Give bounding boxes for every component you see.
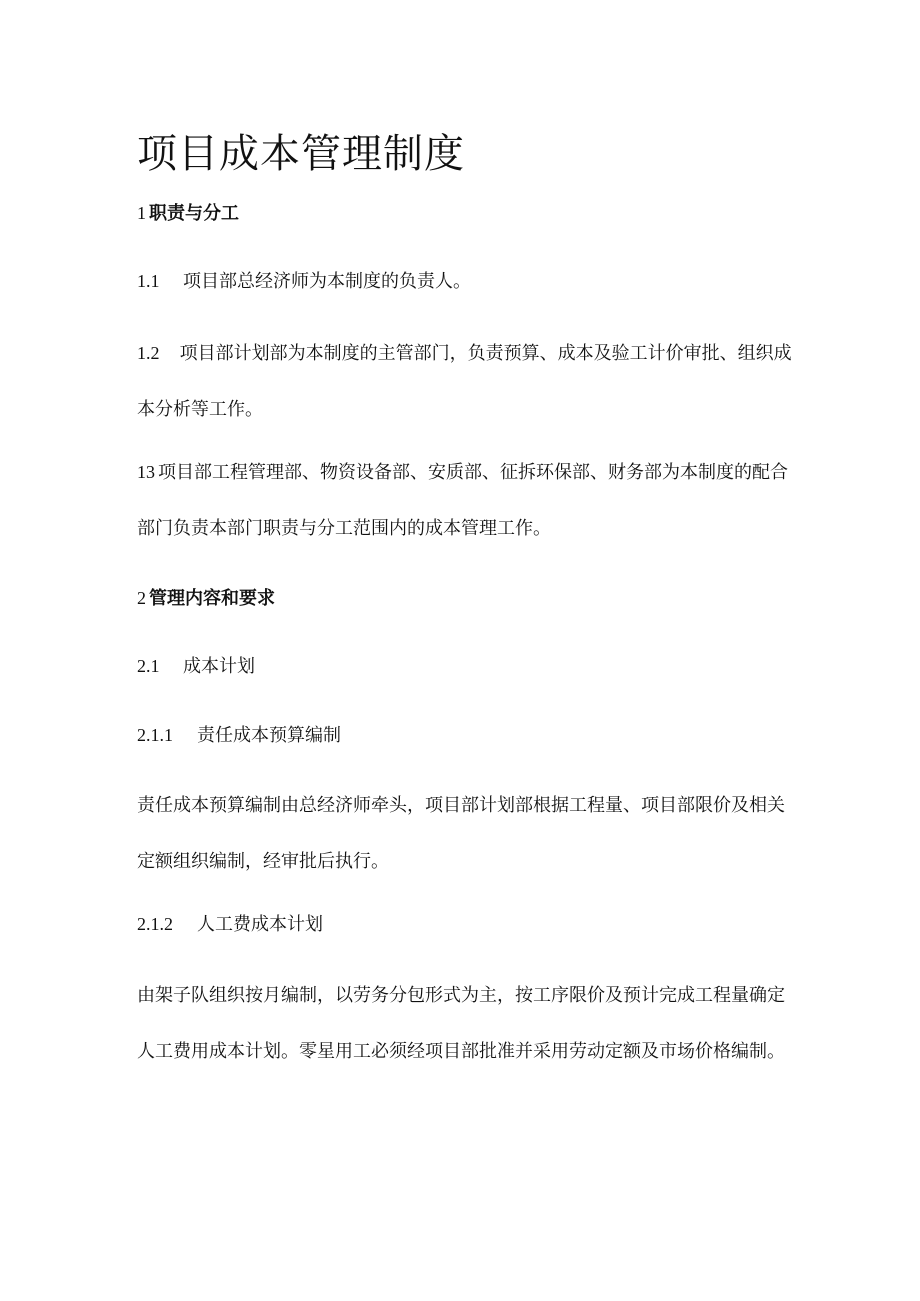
item-2-1-2-heading (137, 911, 323, 938)
item-2-1-1-heading (137, 722, 341, 749)
item-2-1-2-number: 2.1.2 (137, 914, 173, 934)
section-1-title: 职责与分工 (149, 203, 239, 224)
item-2-1-1-number: 2.1.1 (137, 725, 173, 745)
item-2-1-1-title: 责任成本预算编制 (197, 725, 341, 746)
item-1-2 (137, 325, 797, 438)
section-2-number: 2 (137, 588, 146, 608)
item-1-1-text: 项目部总经济师为本制度的负责人。 (183, 271, 471, 292)
item-2-1-1-body: 责任成本预算编制由总经济师牵头，项目部计划部根据工程量、项目部限价及相关定额组织编制，经审批后执行。 (137, 795, 785, 872)
subsection-2-1 (137, 653, 255, 680)
item-1-2-text: 项目部计划部为本制度的主管部门，负责预算、成本及验工计价审批、组织成本分析等工作。 (137, 343, 792, 420)
section-1-number: 1 (137, 203, 146, 223)
item-1-3-text: 项目部工程管理部、物资设备部、安质部、征拆环保部、财务部为本制度的配合部门负责本部门职责与分工范围内的成本管理工作。 (137, 462, 788, 539)
item-2-1-2-title: 人工费成本计划 (197, 914, 323, 935)
item-1-3 (137, 444, 797, 557)
item-2-1-2-body: 由架子队组织按月编制，以劳务分包形式为主，按工序限价及预计完成工程量确定人工费用成本计划。零星用工必须经项目部批准并采用劳动定额及市场价格编制。 (137, 985, 785, 1062)
document-title: 项目成本管理制度 (137, 131, 465, 177)
section-2-title: 管理内容和要求 (149, 588, 275, 609)
subsection-2-1-title: 成本计划 (183, 656, 255, 677)
item-1-2-number: 1.2 (137, 343, 160, 363)
item-1-1-number: 1.1 (137, 271, 160, 291)
item-1-1 (137, 268, 471, 295)
item-1-3-number: 13 (137, 462, 155, 482)
section-1-heading (137, 200, 239, 227)
section-2-heading (137, 585, 275, 612)
subsection-2-1-number: 2.1 (137, 656, 160, 676)
